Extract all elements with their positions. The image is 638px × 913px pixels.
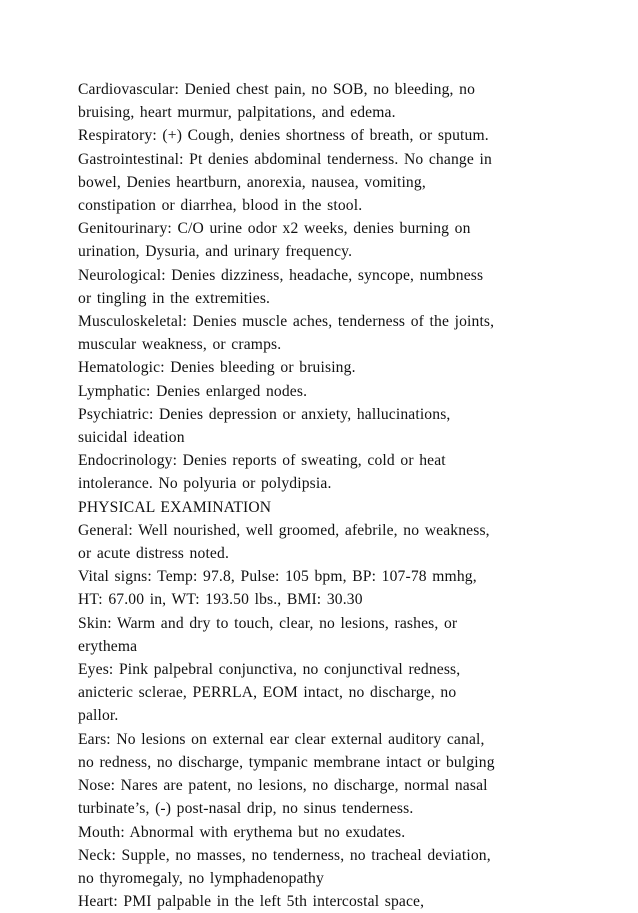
text-line: Respiratory: (+) Cough, denies shortness of breath, or sputum. <box>78 127 489 145</box>
text-line: Cardiovascular: Denied chest pain, no SOB, no bleeding, no <box>78 81 476 98</box>
text-line: HT: 67.00 in, WT: 193.50 lbs., BMI: 30.30 <box>78 591 363 609</box>
text-line: suicidal ideation <box>78 429 185 447</box>
document-page <box>78 78 618 913</box>
text-line: intolerance. No polyuria or polydipsia. <box>78 475 332 493</box>
section-heading: PHYSICAL EXAMINATION <box>78 498 272 516</box>
text-line: erythema <box>78 637 138 655</box>
text-line: Psychiatric: Denies depression or anxiety, hallucinations, <box>78 405 451 423</box>
text-line: bruising, heart murmur, palpitations, and edema. <box>78 104 396 122</box>
text-line: Lymphatic: Denies enlarged nodes. <box>78 382 308 400</box>
text-line: turbinate’s, (-) post-nasal drip, no sinus tenderness. <box>78 800 414 818</box>
text-line: no redness, no discharge, tympanic membrane intact or bulging <box>78 753 495 771</box>
text-line: Genitourinary: C/O urine odor x2 weeks, denies burning on <box>78 220 471 238</box>
text-line: Eyes: Pink palpebral conjunctiva, no conjunctival redness, <box>78 661 461 679</box>
text-line: Hematologic: Denies bleeding or bruising. <box>78 359 356 377</box>
text-line: Skin: Warm and dry to touch, clear, no lesions, rashes, or <box>78 614 458 632</box>
text-line: Neurological: Denies dizziness, headache, syncope, numbness <box>78 266 484 284</box>
text-line: Ears: No lesions on external ear clear external auditory canal, <box>78 730 485 748</box>
text-line: no thyromegaly, no lymphadenopathy <box>78 869 324 887</box>
text-line: bowel, Denies heartburn, anorexia, nausea, vomiting, <box>78 173 426 191</box>
text-line: Nose: Nares are patent, no lesions, no discharge, normal nasal <box>78 777 488 795</box>
text-line: Vital signs: Temp: 97.8, Pulse: 105 bpm, BP: 107-78 mmhg, <box>78 568 477 586</box>
text-line: pallor. <box>78 707 119 725</box>
text-line: Heart: PMI palpable in the left 5th intercostal space, <box>78 893 425 911</box>
text-line: muscular weakness, or cramps. <box>78 336 282 354</box>
text-line: or tingling in the extremities. <box>78 289 271 307</box>
text-line: Mouth: Abnormal with erythema but no exudates. <box>78 823 406 841</box>
text-line: Neck: Supple, no masses, no tenderness, no tracheal deviation, <box>78 846 491 864</box>
text-line: constipation or diarrhea, blood in the stool. <box>78 197 363 215</box>
text-line: Musculoskeletal: Denies muscle aches, tenderness of the joints, <box>78 313 495 331</box>
text-line: or acute distress noted. <box>78 545 230 563</box>
text-line: General: Well nourished, well groomed, afebrile, no weakness, <box>78 521 490 539</box>
text-line: Endocrinology: Denies reports of sweating, cold or heat <box>78 452 446 470</box>
text-line: Gastrointestinal: Pt denies abdominal tenderness. No change in <box>78 150 492 168</box>
text-line: anicteric sclerae, PERRLA, EOM intact, no discharge, no <box>78 684 457 702</box>
text-line: urination, Dysuria, and urinary frequency. <box>78 243 353 261</box>
